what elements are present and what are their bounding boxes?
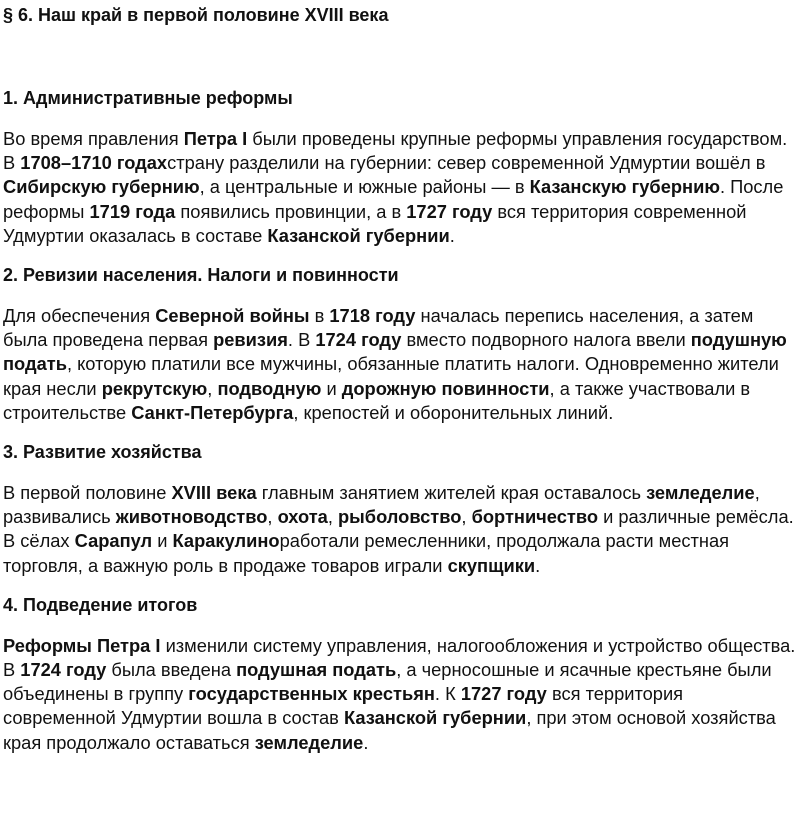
bold-term: скупщики	[447, 554, 536, 576]
text-run: , крепостей и оборонительных линий.	[293, 401, 614, 423]
bold-term: Казанской губернии	[267, 224, 450, 246]
bold-term: Северной войны	[155, 305, 310, 327]
text-run: , которую платили все мужчины, обязанные платить налоги. Одновременно жители края несли	[3, 353, 779, 399]
bold-term: 1727 году	[406, 200, 493, 222]
text-run: страну разделили на губернии: север современной Удмуртии вошёл в	[167, 152, 766, 174]
bold-term: Сибирскую губернию	[3, 176, 200, 198]
section-population-revisions	[3, 262, 798, 425]
bold-term: охота	[277, 506, 328, 528]
text-run: изменили систему управления, налогообложения и устройство общества. В	[3, 634, 796, 681]
text-run: В первой половине	[3, 482, 172, 504]
text-run: , а черносошные и ясачные крестьяне были объединены в группу	[3, 659, 772, 705]
text-run: были проведены крупные реформы управления государством. В	[3, 128, 788, 174]
text-run: Для обеспечения	[3, 305, 156, 327]
bold-term: Реформы Петра I	[3, 634, 161, 656]
bold-term: рыболовство	[338, 506, 462, 528]
bold-term: земледелие	[646, 482, 755, 504]
text-run: главным занятием жителей края оставалось	[256, 482, 647, 504]
bold-term: подушную подать	[3, 329, 787, 375]
bold-term: Казанскую губернию	[529, 176, 720, 198]
section-heading: 1. Административные реформы	[3, 88, 293, 108]
text-run: .	[535, 554, 541, 576]
text-run: была введена	[106, 659, 237, 681]
text-run: вместо подворного налога ввели	[401, 329, 691, 351]
section-paragraph	[3, 481, 798, 578]
text-run: , при этом основой хозяйства края продолжало оставаться	[3, 707, 776, 753]
bold-term: подводную	[217, 377, 322, 399]
bold-term: 1724 году	[20, 659, 107, 681]
text-run: и	[321, 377, 342, 399]
text-run: Во время правления	[3, 128, 184, 149]
text-run: работали ремесленники, продолжала расти местная торговля, а важную роль в продаже товаров играли	[3, 530, 730, 576]
bold-term: XVIII века	[171, 482, 257, 504]
bold-term: 1708–1710 годах	[20, 152, 168, 174]
bold-term: Казанской губернии	[343, 707, 527, 729]
text-run: ,	[327, 506, 338, 528]
bold-term: ревизия	[213, 329, 288, 351]
text-run: вся территория современной Удмуртии оказалась в составе	[3, 200, 747, 246]
section-paragraph	[3, 634, 798, 755]
page-title: § 6. Наш край в первой половине XVIII века	[3, 5, 389, 25]
section-heading: 2. Ревизии населения. Налоги и повинности	[3, 265, 399, 286]
bold-term: государственных крестьян	[188, 683, 435, 705]
bold-term: Каракулино	[172, 530, 280, 552]
text-run: .	[363, 731, 369, 753]
text-run: и	[152, 530, 173, 552]
bold-term: 1727 году	[460, 683, 547, 705]
text-run: .	[449, 224, 455, 246]
bold-term: 1724 году	[315, 329, 402, 351]
text-run: и различные ремёсла. В сёлах	[3, 506, 794, 552]
bold-term: рекрутскую	[101, 377, 208, 399]
bold-term: 1718 году	[329, 305, 416, 327]
text-run: ,	[207, 377, 218, 399]
bold-term: земледелие	[254, 731, 364, 753]
section-heading: 3. Развитие хозяйства	[3, 442, 202, 463]
section-economy-development	[3, 439, 798, 578]
bold-term: дорожную повинности	[341, 377, 550, 399]
section-summary	[3, 592, 798, 755]
text-run: вся территория современной Удмуртии вошла в состав	[3, 683, 684, 729]
text-run: , а также участвовали в строительстве	[3, 377, 751, 423]
section-administrative-reforms	[3, 85, 798, 248]
section-paragraph	[3, 127, 798, 248]
text-run: появились провинции, а в	[175, 200, 407, 222]
text-run: началась перепись населения, а затем была проведена первая	[3, 305, 754, 351]
bold-term: 1719 года	[89, 200, 176, 222]
text-run: , развивались	[3, 482, 760, 528]
section-heading: 4. Подведение итогов	[3, 594, 198, 615]
text-run: . После реформы	[3, 176, 784, 222]
bold-term: Санкт-Петербурга	[131, 401, 294, 423]
text-run: . В	[287, 329, 316, 351]
bold-term: бортничество	[471, 506, 599, 528]
text-run: , а центральные и южные районы — в	[199, 176, 530, 198]
bold-term: Сарапул	[74, 530, 153, 552]
bold-term: животноводство	[115, 506, 268, 528]
bold-term: Петра I	[183, 128, 248, 149]
text-run: в	[309, 305, 330, 327]
text-run: . К	[434, 683, 461, 705]
bold-term: подушная подать	[236, 659, 397, 681]
text-run: ,	[461, 506, 472, 528]
section-paragraph	[3, 304, 798, 425]
text-run: ,	[267, 506, 278, 528]
